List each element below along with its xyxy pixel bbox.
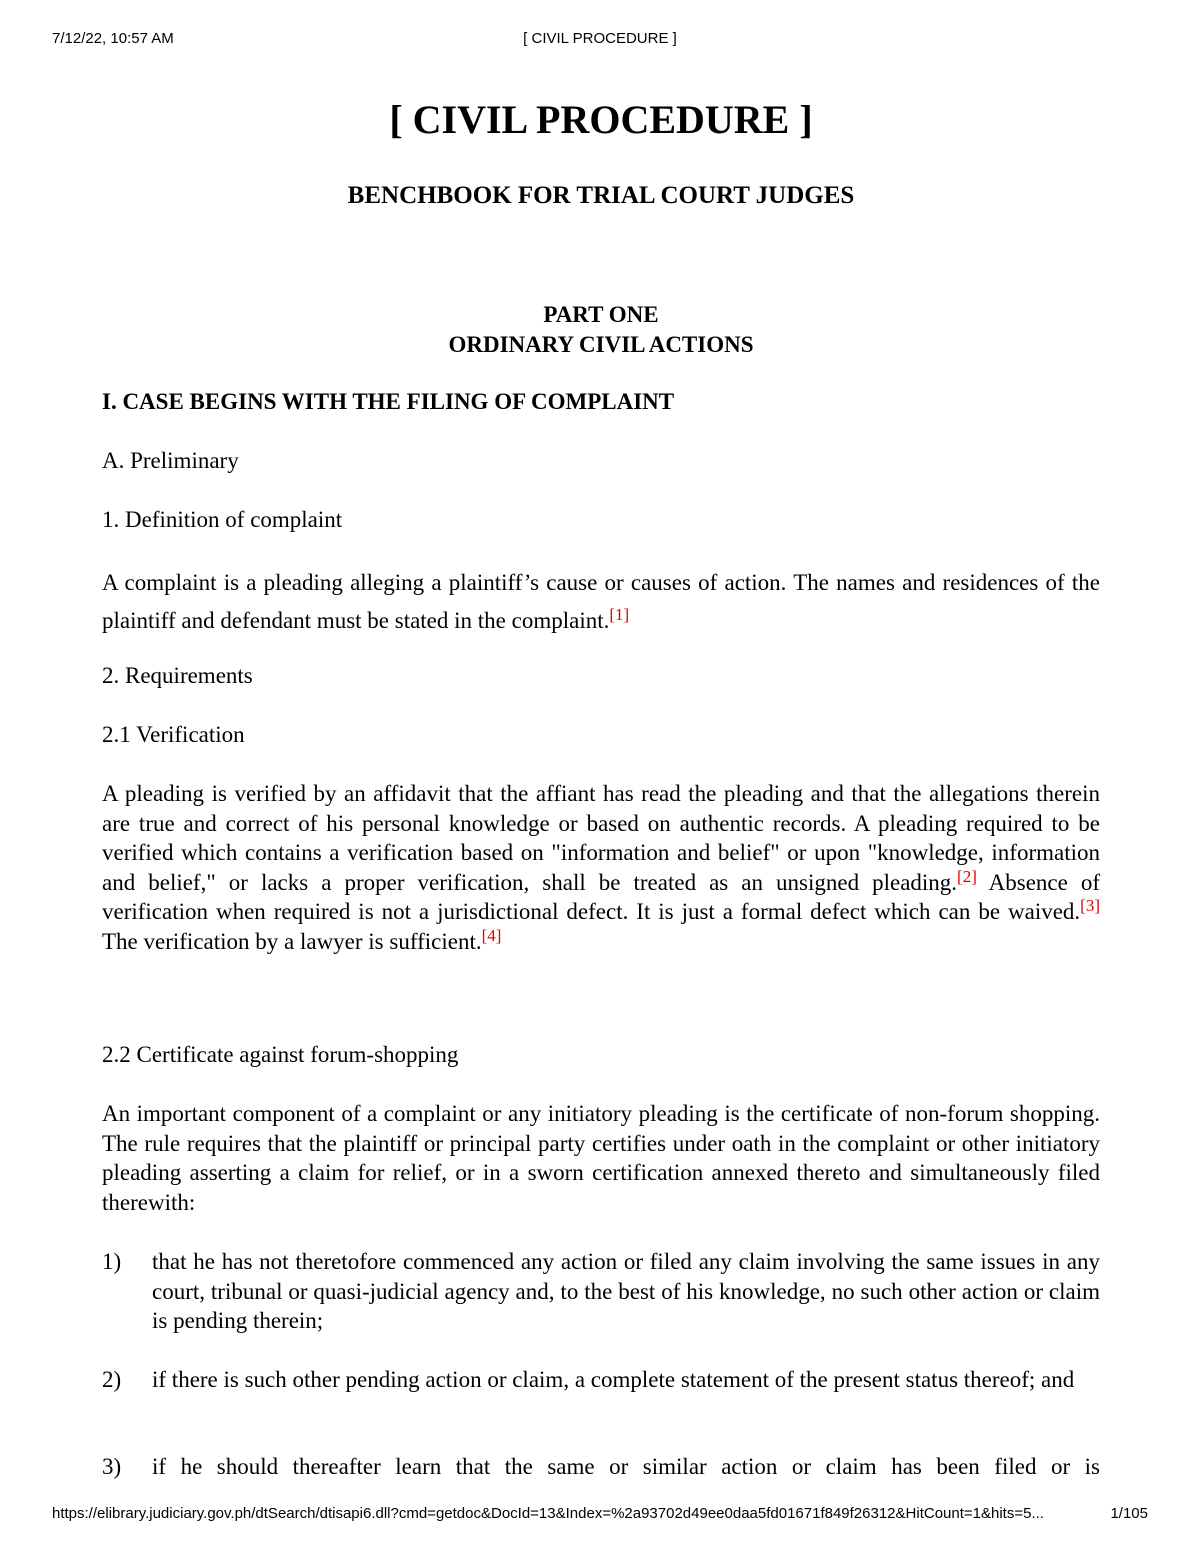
- item-heading-certificate: 2.2 Certificate against forum-shopping: [102, 1042, 459, 1067]
- document-subtitle: BENCHBOOK FOR TRIAL COURT JUDGES: [347, 182, 855, 209]
- certificate-paragraph: An important component of a complaint or any initiatory pleading is the certificate of non-forum shopping. The rule requires that the plaintiff or principal party certifies under oath in the complaint or other initiatory pleading asserting a claim for relief, or in a sworn certification annexed thereto and simultaneously filed therewith:: [102, 1101, 1100, 1215]
- list-item-number: 1): [102, 1249, 122, 1274]
- page-indicator: 1/105: [1110, 1505, 1148, 1522]
- footnote-ref-2[interactable]: [2]: [957, 866, 977, 886]
- item-heading-requirements: 2. Requirements: [102, 663, 253, 688]
- list-item-text: if he should thereafter learn that the same or similar action or claim has been filed or is: [152, 1454, 1100, 1479]
- list-item: [102, 1247, 1100, 1336]
- section-heading: I. CASE BEGINS WITH THE FILING OF COMPLAINT: [102, 389, 675, 414]
- subsection-heading: A. Preliminary: [102, 448, 239, 473]
- list-item-number: 3): [102, 1454, 122, 1479]
- footnote-ref-1[interactable]: [1]: [609, 605, 630, 624]
- list-item-text: that he has not theretofore commenced any action or filed any claim involving the same issues in any court, tribunal or quasi-judicial agency and, to the best of his knowledge, no such other action or claim is pending therein;: [152, 1249, 1100, 1333]
- print-header-title: [ CIVIL PROCEDURE ]: [523, 30, 677, 47]
- definition-text: A complaint is a pleading alleging a plaintiff’s cause or causes of action. The names and residences of the plaintiff and defendant must be stated in the complaint.: [102, 570, 1100, 633]
- document-title: [ CIVIL PROCEDURE ]: [389, 97, 813, 142]
- list-item-number: 2): [102, 1367, 122, 1392]
- item-heading-definition: 1. Definition of complaint: [102, 507, 343, 532]
- verification-text-2: Absence of verification when required is not a jurisdictional defect. It is just a formal defect which can be waived.: [102, 869, 1101, 924]
- print-footer-url: https://elibrary.judiciary.gov.ph/dtSearch/dtisapi6.dll?cmd=getdoc&DocId=13&Index=%2a93702d49ee0daa5fd01671f849f26312&HitCount=1&hits=5...: [52, 1505, 1044, 1522]
- verification-text-1: A pleading is verified by an affidavit that the affiant has read the pleading and that the allegations therein are true and correct of his personal knowledge or based on authentic records. A pleading required to be verified which contains a verification based on "information and belief" or upon "knowledge, information and belief," or lacks a proper verification, shall be treated as an unsigned pleading.: [102, 781, 1100, 895]
- footnote-ref-4[interactable]: [4]: [481, 925, 502, 945]
- part-heading: [102, 300, 1100, 359]
- definition-paragraph: [102, 564, 1100, 640]
- list-item-text: if there is such other pending action or claim, a complete statement of the present status thereof; and: [152, 1367, 1075, 1392]
- list-item: [102, 1452, 1100, 1482]
- verification-paragraph: [102, 779, 1100, 956]
- verification-text-3: The verification by a lawyer is sufficient.: [102, 928, 482, 954]
- list-item: [102, 1365, 1100, 1395]
- print-datetime: 7/12/22, 10:57 AM: [52, 30, 174, 47]
- footnote-ref-3[interactable]: [3]: [1080, 896, 1100, 915]
- part-title: ORDINARY CIVIL ACTIONS: [448, 331, 754, 357]
- item-heading-verification: 2.1 Verification: [102, 722, 245, 747]
- part-number: PART ONE: [543, 302, 659, 327]
